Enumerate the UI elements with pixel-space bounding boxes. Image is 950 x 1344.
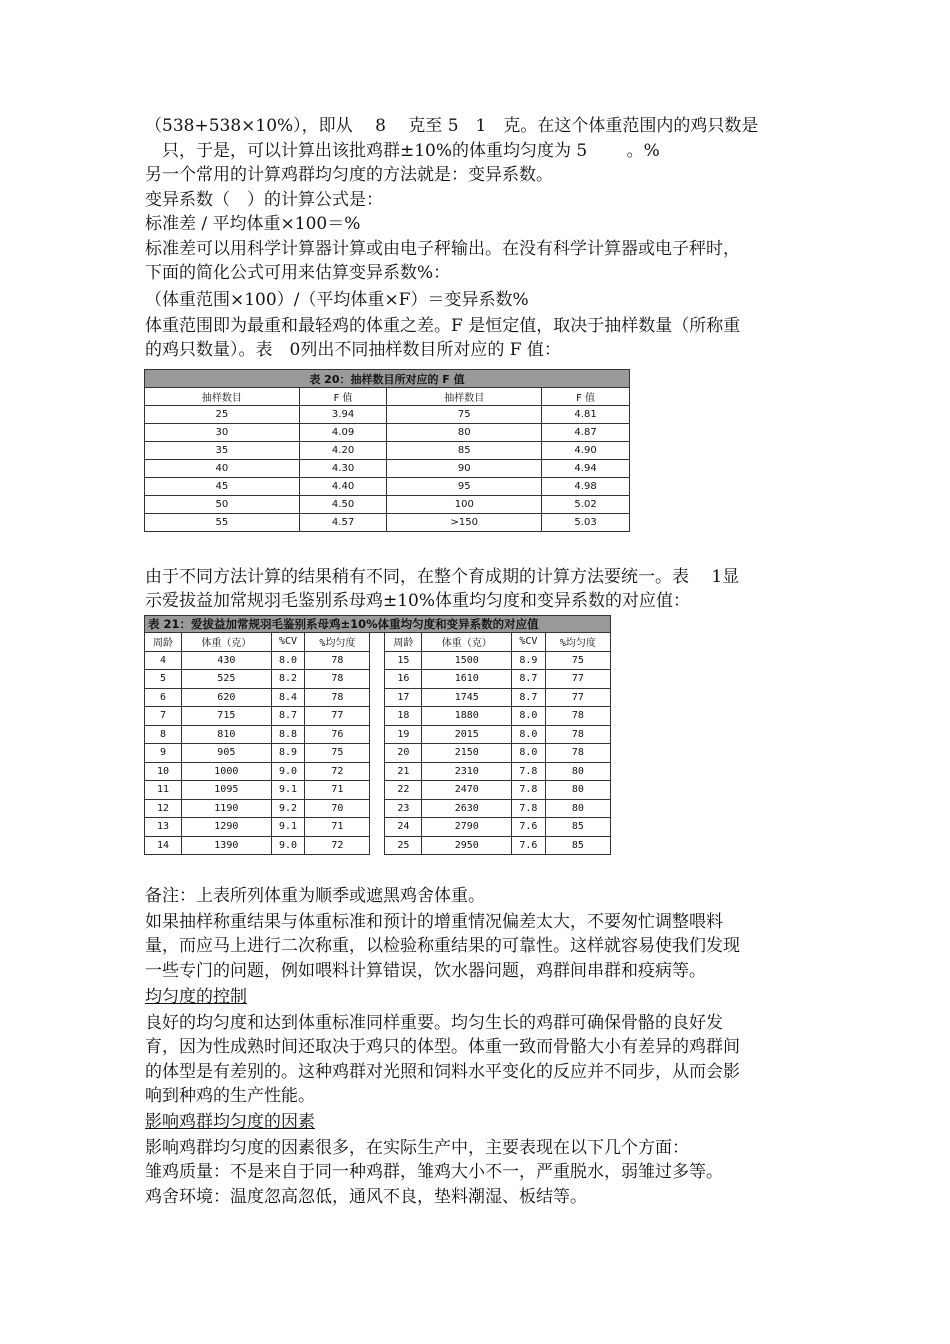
table-cell: 15 <box>385 651 422 670</box>
table-cell: 4.09 <box>299 424 387 442</box>
table-cell: 9 <box>145 744 182 763</box>
table-cell: 4.57 <box>299 514 387 532</box>
table-caption: 表 21：爱拔益加常规羽毛鉴别系母鸡±10%体重均匀度和变异系数的对应值 <box>145 616 611 633</box>
table-cell: 4.40 <box>299 478 387 496</box>
table-cell: 77 <box>545 688 610 707</box>
table-cell: 24 <box>385 818 422 837</box>
table-cell: 5.02 <box>542 496 630 514</box>
table-cell: 11 <box>145 781 182 800</box>
table-row <box>145 688 611 707</box>
column-header: 周龄 <box>385 633 422 652</box>
table-row <box>145 460 630 478</box>
table-cell: 9.1 <box>271 781 305 800</box>
column-gap <box>370 781 385 800</box>
table-cell: 9.0 <box>271 762 305 781</box>
table-cell: 9.0 <box>271 836 305 855</box>
table-cell: 5 <box>145 670 182 689</box>
column-header: F 值 <box>542 388 630 406</box>
table-cell: 715 <box>181 707 271 726</box>
column-header: 周龄 <box>145 633 182 652</box>
table-caption: 表 20：抽样数目所对应的 F 值 <box>145 370 630 388</box>
table-cell: 810 <box>181 725 271 744</box>
table-cell: 70 <box>305 799 370 818</box>
text-line: 变异系数（ ）的计算公式是： <box>145 190 383 210</box>
column-gap <box>370 818 385 837</box>
table-cell: 6 <box>145 688 182 707</box>
table-row <box>145 496 630 514</box>
table-cell: 21 <box>385 762 422 781</box>
table-cell: 8 <box>145 725 182 744</box>
column-gap <box>370 707 385 726</box>
table-row <box>145 781 611 800</box>
table-cell: 8.7 <box>512 688 546 707</box>
table-cell: 16 <box>385 670 422 689</box>
text-line: 标准差 / 平均体重×100＝% <box>145 214 361 234</box>
column-gap <box>370 633 385 652</box>
table-row <box>145 762 611 781</box>
section-heading: 均匀度的控制 <box>145 987 247 1007</box>
column-header: %CV <box>512 633 546 652</box>
table-cell: 4.90 <box>542 442 630 460</box>
table-cell: 7.8 <box>512 799 546 818</box>
table-cell: 1390 <box>181 836 271 855</box>
table-cell: 1095 <box>181 781 271 800</box>
text-line: 雏鸡质量：不是来自于同一种鸡群，雏鸡大小不一，严重脱水，弱雏过多等。 <box>145 1162 723 1182</box>
column-gap <box>370 836 385 855</box>
table-cell: 1190 <box>181 799 271 818</box>
table-cell: 8.7 <box>512 670 546 689</box>
table-cell: 7.6 <box>512 818 546 837</box>
table-cell: 80 <box>545 781 610 800</box>
table-cell: 100 <box>387 496 542 514</box>
table-cell: 2310 <box>422 762 512 781</box>
table-cell: 4.20 <box>299 442 387 460</box>
table-row <box>145 725 611 744</box>
table-cell: 71 <box>305 781 370 800</box>
uniformity-cv-table <box>144 615 611 855</box>
table-cell: 77 <box>545 670 610 689</box>
table-body <box>145 651 611 855</box>
table-cell: 75 <box>545 651 610 670</box>
table-cell: 8.0 <box>512 725 546 744</box>
text-line: 示爱拔益加常规羽毛鉴别系母鸡±10%体重均匀度和变异系数的对应值： <box>145 591 691 611</box>
column-header: %均匀度 <box>305 633 370 652</box>
table-cell: 4.81 <box>542 406 630 424</box>
table-cell: 7.8 <box>512 781 546 800</box>
table-cell: 75 <box>387 406 542 424</box>
text-line: 响到种鸡的生产性能。 <box>145 1086 315 1106</box>
table-cell: 80 <box>545 799 610 818</box>
table-cell: 13 <box>145 818 182 837</box>
text-line: 体重范围即为最重和最轻鸡的体重之差。F 是恒定值，取决于抽样数量（所称重 <box>145 316 741 336</box>
table-cell: 4.98 <box>542 478 630 496</box>
table-cell: 78 <box>305 688 370 707</box>
table-cell: 45 <box>145 478 300 496</box>
table-cell: 35 <box>145 442 300 460</box>
f-value-table <box>144 369 630 532</box>
formula-line: （体重范围×100）/（平均体重×F）＝变异系数% <box>145 290 529 310</box>
table-cell: 30 <box>145 424 300 442</box>
text-line: 只，于是，可以计算出该批鸡群±10%的体重均匀度为 5 。% <box>145 141 660 161</box>
table-cell: 5.03 <box>542 514 630 532</box>
table-cell: 18 <box>385 707 422 726</box>
table-cell: 4 <box>145 651 182 670</box>
table-cell: 8.8 <box>271 725 305 744</box>
table-cell: 14 <box>145 836 182 855</box>
table-cell: 4.50 <box>299 496 387 514</box>
column-header: %CV <box>271 633 305 652</box>
table-cell: 17 <box>385 688 422 707</box>
table-cell: 1000 <box>181 762 271 781</box>
table-cell: 8.9 <box>512 651 546 670</box>
note-line: 备注：上表所列体重为顺季或遮黑鸡舍体重。 <box>145 886 485 906</box>
table-row <box>145 651 611 670</box>
text-line: 下面的简化公式可用来估算变异系数%： <box>145 263 451 283</box>
table-cell: 78 <box>545 744 610 763</box>
table-row <box>145 744 611 763</box>
table-row <box>145 424 630 442</box>
table-cell: 1745 <box>422 688 512 707</box>
table-cell: 50 <box>145 496 300 514</box>
table-cell: 12 <box>145 799 182 818</box>
table-cell: 23 <box>385 799 422 818</box>
table-cell: 72 <box>305 836 370 855</box>
table-cell: 2950 <box>422 836 512 855</box>
column-header: 体重（克） <box>181 633 271 652</box>
table-cell: 85 <box>545 818 610 837</box>
text-line: 一些专门的问题，例如喂料计算错误，饮水器问题，鸡群间串群和疫病等。 <box>145 961 706 981</box>
table-cell: 1610 <box>422 670 512 689</box>
text-line: 另一个常用的计算鸡群均匀度的方法就是：变异系数。 <box>145 165 553 185</box>
table-row <box>145 818 611 837</box>
table-cell: 78 <box>305 670 370 689</box>
table-cell: 4.94 <box>542 460 630 478</box>
table-cell: 78 <box>545 725 610 744</box>
table-cell: 8.0 <box>512 707 546 726</box>
column-gap <box>370 762 385 781</box>
column-header: F 值 <box>299 388 387 406</box>
column-gap <box>370 799 385 818</box>
table-cell: 7.6 <box>512 836 546 855</box>
table-cell: 75 <box>305 744 370 763</box>
table-cell: 8.7 <box>271 707 305 726</box>
table-cell: >150 <box>387 514 542 532</box>
table-cell: 20 <box>385 744 422 763</box>
table-cell: 76 <box>305 725 370 744</box>
table-cell: 8.0 <box>271 651 305 670</box>
table-cell: 78 <box>305 651 370 670</box>
table-cell: 95 <box>387 478 542 496</box>
table-row <box>145 442 630 460</box>
table-cell: 77 <box>305 707 370 726</box>
column-gap <box>370 651 385 670</box>
column-header: 抽样数目 <box>387 388 542 406</box>
table-cell: 10 <box>145 762 182 781</box>
table-body <box>145 406 630 532</box>
text-line: 良好的均匀度和达到体重标准同样重要。均匀生长的鸡群可确保骨骼的良好发 <box>145 1013 723 1033</box>
text-line: 育，因为性成熟时间还取决于鸡只的体型。体重一致而骨骼大小有差异的鸡群间 <box>145 1037 740 1057</box>
table-cell: 7 <box>145 707 182 726</box>
text-line: 鸡舍环境：温度忽高忽低，通风不良，垫料潮湿、板结等。 <box>145 1187 587 1207</box>
table-cell: 40 <box>145 460 300 478</box>
table-cell: 525 <box>181 670 271 689</box>
table-row <box>145 406 630 424</box>
column-header: %均匀度 <box>545 633 610 652</box>
text-line: 的鸡只数量）。表 0列出不同抽样数目所对应的 F 值： <box>145 340 561 360</box>
table-header-row <box>145 633 611 652</box>
table-cell: 4.87 <box>542 424 630 442</box>
table-cell: 905 <box>181 744 271 763</box>
table-cell: 7.8 <box>512 762 546 781</box>
text-line: 的体型是有差别的。这种鸡群对光照和饲料水平变化的反应并不同步，从而会影 <box>145 1062 740 1082</box>
text-line: 影响鸡群均匀度的因素很多，在实际生产中，主要表现在以下几个方面： <box>145 1138 689 1158</box>
table-cell: 8.0 <box>512 744 546 763</box>
table-cell: 22 <box>385 781 422 800</box>
table-cell: 55 <box>145 514 300 532</box>
table-cell: 2470 <box>422 781 512 800</box>
table-cell: 2630 <box>422 799 512 818</box>
table-cell: 8.9 <box>271 744 305 763</box>
table-cell: 25 <box>145 406 300 424</box>
table-row <box>145 836 611 855</box>
table-cell: 8.2 <box>271 670 305 689</box>
table-cell: 72 <box>305 762 370 781</box>
table-cell: 1500 <box>422 651 512 670</box>
table-cell: 19 <box>385 725 422 744</box>
table-cell: 9.2 <box>271 799 305 818</box>
table-row <box>145 670 611 689</box>
table-cell: 78 <box>545 707 610 726</box>
table-cell: 1880 <box>422 707 512 726</box>
table-cell: 4.30 <box>299 460 387 478</box>
table-cell: 2790 <box>422 818 512 837</box>
table-cell: 80 <box>387 424 542 442</box>
column-gap <box>370 725 385 744</box>
table-cell: 71 <box>305 818 370 837</box>
table-header-row <box>145 388 630 406</box>
column-header: 抽样数目 <box>145 388 300 406</box>
table-cell: 430 <box>181 651 271 670</box>
column-gap <box>370 670 385 689</box>
text-line: 由于不同方法计算的结果稍有不同，在整个育成期的计算方法要统一。表 1显 <box>145 567 740 587</box>
table-cell: 620 <box>181 688 271 707</box>
table-cell: 1290 <box>181 818 271 837</box>
table-cell: 8.4 <box>271 688 305 707</box>
table-cell: 90 <box>387 460 542 478</box>
text-line: 如果抽样称重结果与体重标准和预计的增重情况偏差太大，不要匆忙调整喂料 <box>145 912 723 932</box>
table-cell: 3.94 <box>299 406 387 424</box>
table-row <box>145 799 611 818</box>
column-header: 体重（克） <box>422 633 512 652</box>
text-line: 量，而应马上进行二次称重，以检验称重结果的可靠性。这样就容易使我们发现 <box>145 936 740 956</box>
column-gap <box>370 744 385 763</box>
table-row <box>145 478 630 496</box>
table-cell: 9.1 <box>271 818 305 837</box>
column-gap <box>370 688 385 707</box>
section-heading: 影响鸡群均匀度的因素 <box>145 1112 315 1132</box>
table-cell: 2150 <box>422 744 512 763</box>
table-cell: 2015 <box>422 725 512 744</box>
table-row <box>145 707 611 726</box>
text-line: 标准差可以用科学计算器计算或由电子秤输出。在没有科学计算器或电子秤时， <box>145 239 740 259</box>
table-cell: 85 <box>387 442 542 460</box>
table-row <box>145 514 630 532</box>
table-cell: 80 <box>545 762 610 781</box>
table-cell: 25 <box>385 836 422 855</box>
table-cell: 85 <box>545 836 610 855</box>
text-line: （538+538×10%），即从 8 克至 5 1 克。在这个体重范围内的鸡只数是 <box>145 116 759 136</box>
